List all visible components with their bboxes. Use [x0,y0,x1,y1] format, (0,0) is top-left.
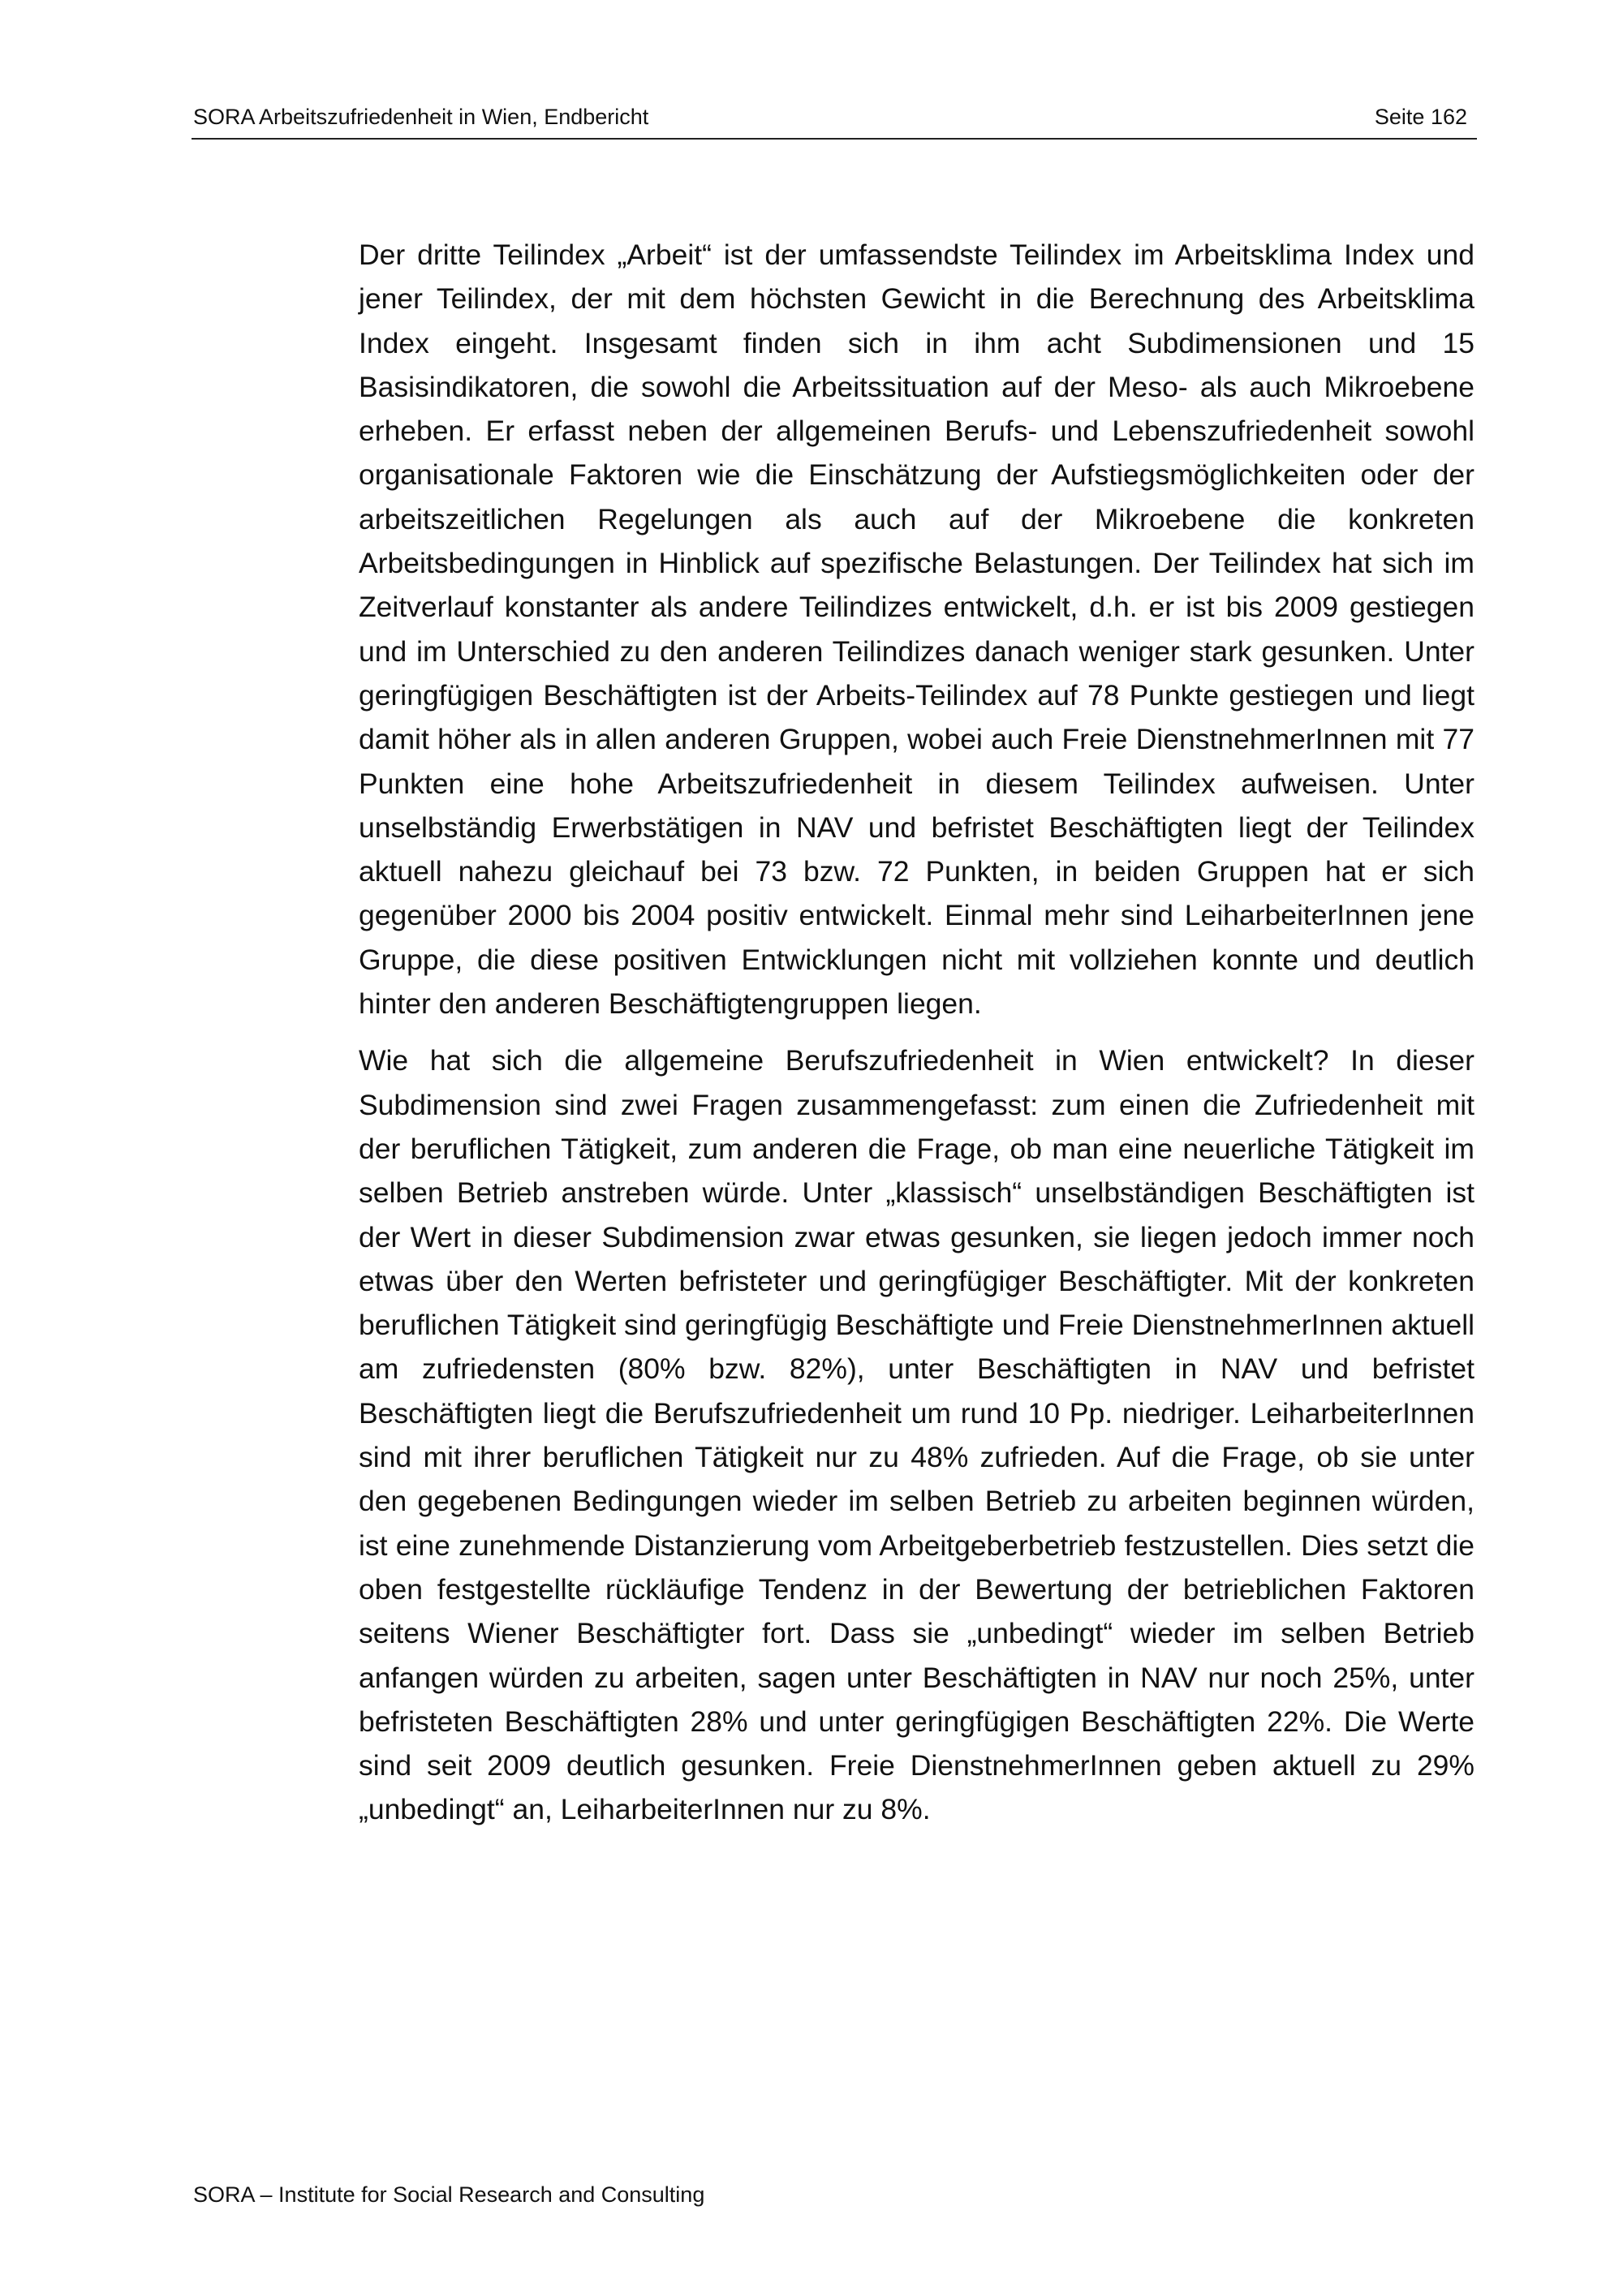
page-header [192,102,1477,140]
page-number: Seite 162 [1374,105,1467,129]
body-text [359,233,1474,1845]
paragraph-berufszufriedenheit: Wie hat sich die allgemeine Berufszufriedenheit in Wien entwickelt? In dieser Subdimension sind zwei Fragen zusammengefasst: zum einen die Zufriedenheit mit der beruflichen Tätigkeit, zum anderen die Frage, ob man eine neuerliche Tätigkeit im selben Betrieb anstreben würde. Unter „klassisch“ unselbständigen Beschäftigten ist der Wert in dieser Subdimension zwar etwas gesunken, sie liegen jedoch immer noch etwas über den Werten befristeter und geringfügiger Beschäftigter. Mit der konkreten beruflichen Tätigkeit sind geringfügig Beschäftigte und Freie DienstnehmerInnen aktuell am zufriedensten (80% bzw. 82%), unter Beschäftigten in NAV und befristet Beschäftigten liegt die Berufszufriedenheit um rund 10 Pp. niedriger. LeiharbeiterInnen sind mit ihrer beruflichen Tätigkeit nur zu 48% zufrieden. Auf die Frage, ob sie unter den gegebenen Bedingungen wieder im selben Betrieb zu arbeiten beginnen würden, ist eine zunehmende Distanzierung vom Arbeitgeberbetrieb festzustellen. Dies setzt die oben festgestellte rückläufige Tendenz in der Bewertung der betrieblichen Faktoren seitens Wiener Beschäftigter fort. Dass sie „unbedingt“ wieder im selben Betrieb anfangen würden zu arbeiten, sagen unter Beschäftigten in NAV nur noch 25%, unter befristeten Beschäftigten 28% und unter geringfügigen Beschäftigten 22%. Die Werte sind seit 2009 deutlich gesunken. Freie DienstnehmerInnen geben aktuell zu 29% „unbedingt“ an, LeiharbeiterInnen nur zu 8%. [359,1044,1474,1826]
report-title: SORA Arbeitszufriedenheit in Wien, Endbericht [193,105,649,129]
paragraph-teilindex-arbeit: Der dritte Teilindex „Arbeit“ ist der umfassendste Teilindex im Arbeitsklima Index und jener Teilindex, der mit dem höchsten Gewicht in die Berechnung des Arbeitsklima Index eingeht. Insgesamt finden sich in ihm acht Subdimensionen und 15 Basisindikatoren, die sowohl die Arbeitssituation auf der Meso- als auch Mikroebene erheben. Er erfasst neben der allgemeinen Berufs- und Lebenszufriedenheit sowohl organisationale Faktoren wie die Einschätzung der Aufstiegsmöglichkeiten oder der arbeitszeitlichen Regelungen als auch auf der Mikroebene die konkreten Arbeitsbedingungen in Hinblick auf spezifische Belastungen. Der Teilindex hat sich im Zeitverlauf konstanter als andere Teilindizes entwickelt, d.h. er ist bis 2009 gestiegen und im Unterschied zu den anderen Teilindizes danach weniger stark gesunken. Unter geringfügigen Beschäftigten ist der Arbeits-Teilindex auf 78 Punkte gestiegen und liegt damit höher als in allen anderen Gruppen, wobei auch Freie DienstnehmerInnen mit 77 Punkten eine hohe Arbeitszufriedenheit in diesem Teilindex aufweisen. Unter unselbständig Erwerbstätigen in NAV und befristet Beschäftigten liegt der Teilindex aktuell nahezu gleichauf bei 73 bzw. 72 Punkten, in beiden Gruppen hat er sich gegenüber 2000 bis 2004 positiv entwickelt. Einmal mehr sind LeiharbeiterInnen jene Gruppe, die diese positiven Entwicklungen nicht mit vollziehen konnte und deutlich hinter den anderen Beschäftigtengruppen liegen. [359,239,1474,1021]
page-footer: SORA – Institute for Social Research and Consulting [193,2182,705,2207]
